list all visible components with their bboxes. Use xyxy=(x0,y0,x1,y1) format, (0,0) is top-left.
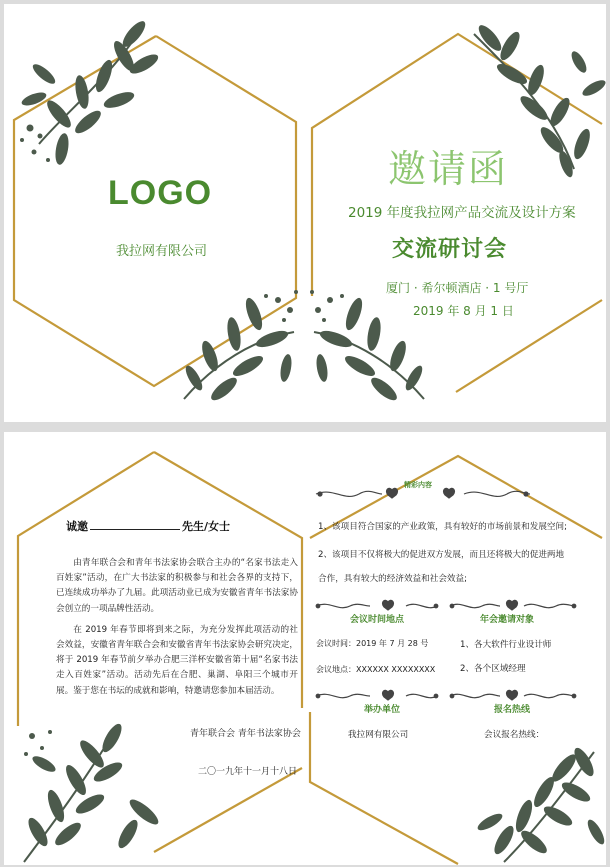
leaf-cluster-top-left-icon xyxy=(20,18,161,166)
invitation-title: 邀请函 xyxy=(388,147,509,191)
highlight-item: 1、该项目符合国家的产业政策，具有较好的市场前景和发展空间; xyxy=(318,522,567,532)
audience-item: 2、各个区域经理 xyxy=(460,664,526,674)
time-place-title: 会议时间地点 xyxy=(350,615,405,625)
meeting-place: 会议地点：XXXXXX XXXXXXXX xyxy=(316,665,436,674)
letter-date: 二〇一九年十一月十八日 xyxy=(198,767,298,777)
organizer-title: 举办单位 xyxy=(364,705,401,715)
organizer-name: 我拉网有限公司 xyxy=(348,730,409,740)
signup-hotline: 会议报名热线： xyxy=(484,730,545,740)
greeting-suffix: 先生/女士 xyxy=(182,520,231,533)
logo-placeholder: LOGO xyxy=(108,174,213,212)
audience-title: 年会邀请对象 xyxy=(480,615,535,625)
letter-body xyxy=(56,556,298,705)
letter-signature: 青年联合会 青年书法家协会 xyxy=(190,729,301,739)
leaf-cluster-inner-left-icon xyxy=(24,721,162,862)
letter-paragraph: 由青年联合会和青年书法家协会联合主办的“名家书法走入百姓家”活动，在广大书法家的积极参与和社会各界的支持下，已连续成功举办了九届。此项活动业已成为安徽省青年书法家协会创立的一项品牌性活动。 xyxy=(56,558,298,614)
meeting-time: 会议时间：2019 年 7 月 28 号 xyxy=(316,639,429,648)
signup-title: 报名热线 xyxy=(494,705,531,715)
audience-item: 1、各大软件行业设计师 xyxy=(460,640,552,650)
invitation-inner xyxy=(4,432,606,865)
greeting-prefix: 诚邀 xyxy=(66,520,88,533)
highlight-item: 2、该项目不仅将极大的促进双方发展，而且还将极大的促进两地 xyxy=(318,550,565,560)
greeting-line xyxy=(66,518,230,534)
event-venue: 厦门 · 希尔顿酒店 · 1 号厅 xyxy=(386,281,529,295)
invitation-cover xyxy=(4,4,606,422)
inner-left-hexagon-bottom xyxy=(154,768,302,852)
highlight-item: 合作，具有较大的经济效益和社会效益; xyxy=(318,574,467,584)
leaf-cluster-inner-right-icon xyxy=(475,745,606,862)
company-name: 我拉网有限公司 xyxy=(116,244,208,259)
guest-name-blank[interactable] xyxy=(90,519,180,530)
letter-paragraph: 在 2019 年春节即将到来之际，为充分发挥此项活动的社会效益，安徽省青年联合会和安徽省青年书法家协会研究决定，将于 2019 年春节前夕举办合肥三洋杯安徽省第十届“名家书法走入百姓家”活动。活动先后在合肥、巢湖、阜阳三个城市开展。鉴于您在书坛的成就和影响，特邀请您参加本届活动。 xyxy=(56,624,298,696)
event-date: 2019 年 8 月 1 日 xyxy=(413,304,514,318)
leaf-cluster-bottom-right-icon xyxy=(310,290,425,404)
highlights-title: 精彩内容 xyxy=(404,481,432,489)
event-subtitle: 2019 年度我拉网产品交流及设计方案 xyxy=(348,205,576,221)
event-title: 交流研讨会 xyxy=(392,237,508,262)
